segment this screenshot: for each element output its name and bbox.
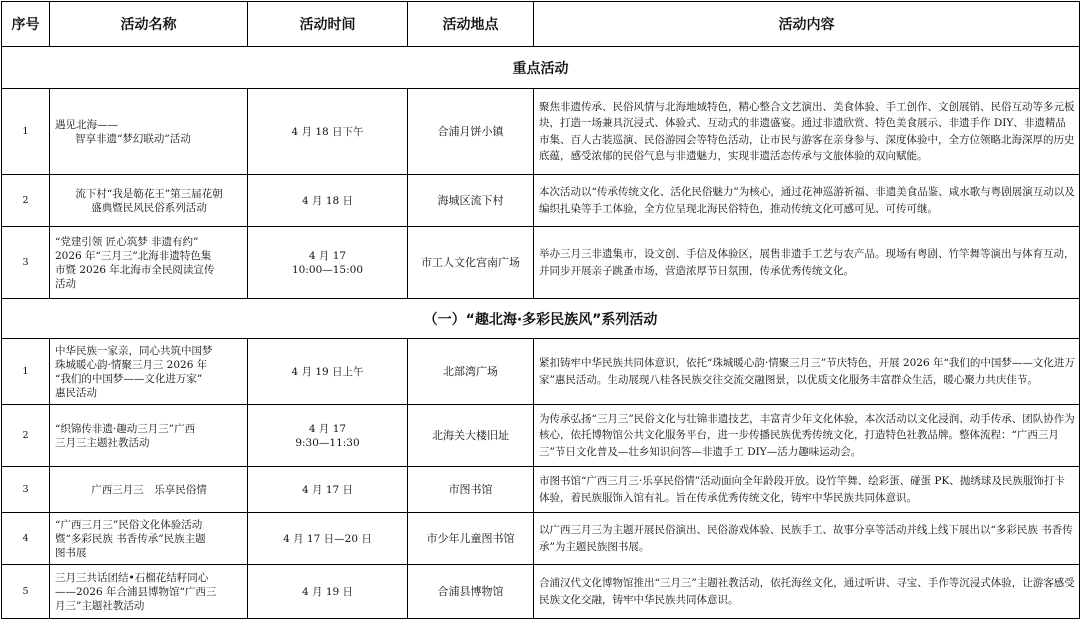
section-title: 重点活动 <box>2 47 1080 89</box>
activity-place: 市少年儿童图书馆 <box>408 513 534 565</box>
activity-time-line: 4 月 17 日 <box>301 483 354 496</box>
activity-time <box>248 405 408 467</box>
section-title: （一）“趣北海·多彩民族风”系列活动 <box>2 299 1080 339</box>
table-row <box>2 175 1080 227</box>
activity-time-line: 4 月 19 日上午 <box>291 365 364 378</box>
activity-place: 合浦月饼小镇 <box>408 89 534 175</box>
activity-time-line: 4 月 17 日—20 日 <box>283 532 372 545</box>
activity-time <box>248 175 408 227</box>
header-place: 活动地点 <box>408 2 534 47</box>
activity-name-line: 广西三月三 乐享民俗情 <box>91 483 207 496</box>
activity-time <box>248 89 408 175</box>
row-num: 2 <box>2 405 50 467</box>
table-row <box>2 565 1080 619</box>
activity-time <box>248 467 408 513</box>
activity-name-line: 暨“多彩民族 书香传承”民族主题 <box>55 532 206 545</box>
table-row <box>2 467 1080 513</box>
activity-content: 举办三月三非遗集市，设文创、手信及体验区，展售非遗手工艺与农产品。现场有粤剧、竹竿舞等演出与体育互动，并同步开展亲子跳蚤市场，营造浓厚节日氛围，传承优秀传统文化。 <box>534 227 1080 299</box>
row-num: 1 <box>2 89 50 175</box>
activity-name-line: 2026 年“三月三”北海非遗特色集 <box>55 249 212 262</box>
activity-time <box>248 339 408 405</box>
activity-time-line: 4 月 17 <box>308 422 347 435</box>
activity-name <box>50 339 248 405</box>
activity-name <box>50 467 248 513</box>
activity-name-line: 珠城暖心韵·情聚三月三 2026 年 <box>55 358 208 371</box>
activity-name-line: 流下村“我是簕花王”第三届花朝 <box>75 187 223 200</box>
activity-time-line: 4 月 18 日 <box>301 194 354 207</box>
activity-name-line: 市暨 2026 年北海市全民阅读宣传 <box>55 263 215 276</box>
table-row <box>2 405 1080 467</box>
activity-name <box>50 565 248 619</box>
activity-name-line: “织锦传非遗·趣动三月三”广西 <box>55 422 196 435</box>
activity-content: 紧扣铸牢中华民族共同体意识，依托“珠城暖心韵·情聚三月三”节庆特色，开展 2026 年“我们的中国梦——文化进万家”惠民活动。生动展现八桂各民族交往交流交融图景，以优质文化服务丰富群众生活，暖心聚力共庆佳节。 <box>534 339 1080 405</box>
activity-time-line: 10:00—15:00 <box>291 263 364 276</box>
table-row <box>2 513 1080 565</box>
activity-name <box>50 227 248 299</box>
activity-content: 本次活动以“传承传统文化、活化民俗魅力”为核心，通过花神巡游祈福、非遗美食品鉴、咸水歌与粤剧展演互动以及编织扎染等手工体验，全方位呈现北海民俗特色，推动传统文化可感可见、可传可继。 <box>534 175 1080 227</box>
activity-content: 市图书馆“广西三月三·乐享民俗情”活动面向全年龄段开放。设竹竿舞、绘彩蛋、碰蛋 PK、抛绣球及民族服饰打卡体验，着民族服饰入馆有礼。旨在传承优秀传统文化，铸牢中华民族共同体意识。 <box>534 467 1080 513</box>
activity-place: 市工人文化宫南广场 <box>408 227 534 299</box>
activity-content: 以广西三月三为主题开展民俗演出、民俗游戏体验、民族手工、故事分享等活动并线上线下展出以“多彩民族 书香传承”为主题民族图书展。 <box>534 513 1080 565</box>
activity-name-line: “党建引领 匠心筑梦 非遗有约” <box>55 235 199 248</box>
activity-place: 北海关大楼旧址 <box>408 405 534 467</box>
activity-name-line: 中华民族一家亲，同心共筑中国梦 <box>55 344 213 357</box>
activity-name-line: “广西三月三”民俗文化体验活动 <box>55 518 203 531</box>
activity-schedule-table <box>1 1 1080 619</box>
row-num: 5 <box>2 565 50 619</box>
section-row-key-activities <box>2 47 1080 89</box>
activity-name <box>50 405 248 467</box>
header-num: 序号 <box>2 2 50 47</box>
activity-time <box>248 227 408 299</box>
activity-content: 为传承弘扬“三月三”民俗文化与壮锦非遗技艺，丰富青少年文化体验，本次活动以文化浸润、动手传承、团队协作为核心，依托博物馆公共文化服务平台，进一步传播民族优秀传统文化，打造特色社教品牌。整体流程：“广西三月三”节日文化普及—壮乡知识问答—非遗手工 DIY—活力趣味运动会。 <box>534 405 1080 467</box>
activity-time-line: 4 月 18 日下午 <box>291 125 364 138</box>
activity-name-line: 活动 <box>55 277 76 290</box>
activity-place: 北部湾广场 <box>408 339 534 405</box>
table-row <box>2 339 1080 405</box>
row-num: 3 <box>2 467 50 513</box>
activity-name-line: “我们的中国梦——文化进万家” <box>55 372 203 385</box>
activity-time <box>248 513 408 565</box>
activity-name-line: 智享非遗“梦幻联动”活动 <box>75 132 191 145</box>
activity-time-line: 4 月 17 <box>308 249 347 262</box>
activity-name <box>50 89 248 175</box>
activity-name <box>50 175 248 227</box>
activity-name-line: 盛典暨民风民俗系列活动 <box>91 201 207 214</box>
row-num: 4 <box>2 513 50 565</box>
activity-place: 市图书馆 <box>408 467 534 513</box>
table-row <box>2 227 1080 299</box>
activity-name-line: 惠民活动 <box>55 386 97 399</box>
header-time: 活动时间 <box>248 2 408 47</box>
activity-time-line: 9:30—11:30 <box>295 436 360 449</box>
row-num: 1 <box>2 339 50 405</box>
activity-name <box>50 513 248 565</box>
activity-name-line: 月三”主题社教活动 <box>55 599 145 612</box>
header-content: 活动内容 <box>534 2 1080 47</box>
activity-place: 海城区流下村 <box>408 175 534 227</box>
header-name: 活动名称 <box>50 2 248 47</box>
activity-time-line: 4 月 19 日 <box>301 585 354 598</box>
activity-content: 合浦汉代文化博物馆推出“三月三”主题社教活动，依托海丝文化，通过听讲、寻宝、手作等沉浸式体验，让游客感受民族文化交融，铸牢中华民族共同体意识。 <box>534 565 1080 619</box>
table-row <box>2 89 1080 175</box>
activity-name-line: 三月三共话团结•石榴花结籽同心 <box>55 571 209 584</box>
activity-time <box>248 565 408 619</box>
activity-name-line: 图书展 <box>55 546 87 559</box>
section-row-ethnic-series <box>2 299 1080 339</box>
activity-content: 聚焦非遗传承、民俗风情与北海地域特色，精心整合文艺演出、美食体验、手工创作、文创展销、民俗互动等多元板块，打造一场兼具沉浸式、体验式、互动式的非遗盛宴。通过非遗欣赏、特色美食展示、非遗手作 DIY、非遗精品市集、百人古装巡演、民俗游园会等特色活动，让市民与游客在亲身参与、深度体验中，全方位领略北海深厚的历史底蕴，感受浓郁的民俗气息与非遗魅力，实现非遗活态传承与文旅体验的双向赋能。 <box>534 89 1080 175</box>
activity-name-line: 三月三主题社教活动 <box>55 436 150 449</box>
activity-name-line: ——2026 年合浦县博物馆“广西三 <box>55 585 217 598</box>
activity-name-line: 遇见北海—— <box>55 118 118 131</box>
activity-place: 合浦县博物馆 <box>408 565 534 619</box>
row-num: 3 <box>2 227 50 299</box>
table-header-row <box>2 2 1080 47</box>
row-num: 2 <box>2 175 50 227</box>
